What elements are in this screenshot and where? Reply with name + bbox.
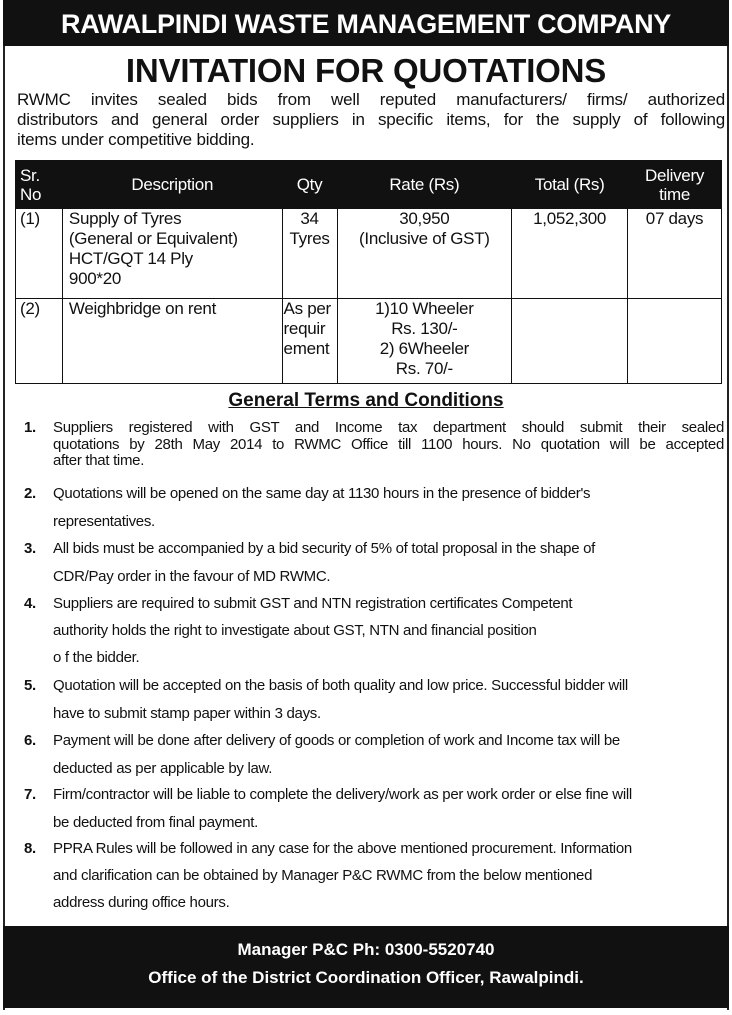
term-line: CDR/Pay order in the favour of MD RWMC. xyxy=(53,567,331,585)
cell-rate: 30,950 (Inclusive of GST) xyxy=(337,209,512,299)
term-line: authority holds the right to investigate about GST, NTN and financial position xyxy=(53,622,537,639)
term-line: after that time. xyxy=(53,452,145,469)
table-row xyxy=(16,299,722,384)
terms-heading: General Terms and Conditions xyxy=(228,390,504,411)
term-number: 1. xyxy=(24,419,36,436)
header-rate: Rate (Rs) xyxy=(337,161,512,209)
term-number: 2. xyxy=(24,485,36,502)
term-line: Suppliers registered with GST and Income tax department should submit their sealed xyxy=(53,419,724,436)
term-line: have to submit stamp paper within 3 days. xyxy=(53,704,321,722)
cell-delivery xyxy=(628,299,722,384)
cell-delivery: 07 days xyxy=(628,209,722,299)
cell-description: Weighbridge on rent xyxy=(62,299,282,384)
cell-total: 1,052,300 xyxy=(512,209,628,299)
term-line: deducted as per applicable by law. xyxy=(53,759,273,777)
term-line: address during office hours. xyxy=(53,894,230,911)
company-name: RAWALPINDI WASTE MANAGEMENT COMPANY xyxy=(3,0,729,46)
term-line: representatives. xyxy=(53,512,155,530)
term-number: 3. xyxy=(24,540,36,557)
ad-border xyxy=(3,0,729,1010)
term-line: Firm/contractor will be liable to complete the delivery/work as per work order or else fine will xyxy=(53,786,632,803)
term-number: 7. xyxy=(24,786,36,803)
intro-line: distributors and general order suppliers in specific items, for the supply of following xyxy=(17,110,725,129)
term-line: PPRA Rules will be followed in any case for the above mentioned procurement. Information xyxy=(53,840,632,857)
term-line: Quotation will be accepted on the basis of both quality and low price. Successful bidder will xyxy=(53,677,628,694)
table-header xyxy=(16,161,722,209)
page-title: INVITATION FOR QUOTATIONS xyxy=(125,52,607,89)
term-line: Suppliers are required to submit GST and NTN registration certificates Competent xyxy=(53,595,573,612)
header-delivery: Delivery time xyxy=(628,161,722,209)
header-qty: Qty xyxy=(282,161,337,209)
items-table xyxy=(15,160,722,384)
header-description: Description xyxy=(62,161,282,209)
term-number: 5. xyxy=(24,677,36,694)
contact-line: Manager P&C Ph: 0300-5520740 xyxy=(237,940,495,959)
cell-sr: (2) xyxy=(16,299,63,384)
header-total: Total (Rs) xyxy=(512,161,628,209)
cell-rate: 1)10 Wheeler Rs. 130/- 2) 6Wheeler Rs. 70/- xyxy=(337,299,512,384)
term-line: All bids must be accompanied by a bid security of 5% of total proposal in the shape of xyxy=(53,540,596,557)
term-line: Payment will be done after delivery of goods or completion of work and Income tax will be xyxy=(53,732,620,749)
table-row xyxy=(16,209,722,299)
intro-line: RWMC invites sealed bids from well reputed manufacturers/ firms/ authorized xyxy=(17,90,725,109)
term-number: 6. xyxy=(24,732,36,749)
intro-line: items under competitive bidding. xyxy=(17,130,255,149)
cell-qty: As per requir ement xyxy=(282,299,337,384)
term-line: quotations by 28th May 2014 to RWMC Office till 1100 hours. No quotation will be accepted xyxy=(53,435,724,453)
cell-sr: (1) xyxy=(16,209,63,299)
cell-description: Supply of Tyres (General or Equivalent) HCT/GQT 14 Ply 900*20 xyxy=(62,209,282,299)
intro-paragraph xyxy=(17,90,725,150)
term-line: o f the bidder. xyxy=(53,649,140,666)
term-line: Quotations will be opened on the same day at 1130 hours in the presence of bidder's xyxy=(53,485,591,502)
contact-footer xyxy=(3,926,729,1008)
term-number: 8. xyxy=(24,840,36,857)
cell-qty: 34 Tyres xyxy=(282,209,337,299)
term-line: and clarification can be obtained by Manager P&C RWMC from the below mentioned xyxy=(53,867,593,884)
header-sr: Sr. No xyxy=(16,161,63,209)
cell-total xyxy=(512,299,628,384)
term-number: 4. xyxy=(24,595,36,612)
office-line: Office of the District Coordination Officer, Rawalpindi. xyxy=(148,968,584,987)
term-line: be deducted from final payment. xyxy=(53,813,258,831)
